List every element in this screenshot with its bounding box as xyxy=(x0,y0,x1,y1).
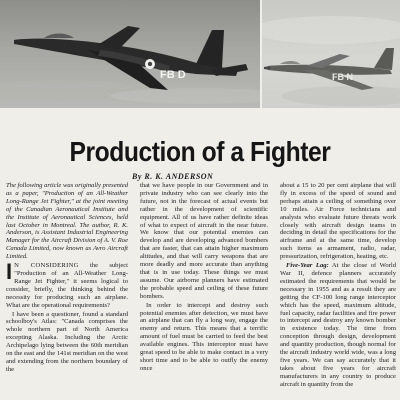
lead-caps: N CONSIDERING xyxy=(14,262,79,270)
text-column-2 xyxy=(140,182,268,374)
paragraph-five-year-lag xyxy=(280,262,396,389)
opening-paragraph-text: the subject "Production of an All-Weather Long-Range Jet Fighter," it seems logical to consider, briefly, the thinking behind the necessity for producing such an airplane. What are the operational requirements? xyxy=(6,262,128,309)
article-byline: By R. K. ANDERSON xyxy=(132,172,214,181)
jet-fighter-illustration-left xyxy=(0,0,260,108)
text-column-1 xyxy=(6,182,128,375)
fighter-jet-photo-left xyxy=(0,0,260,108)
paragraph-specifications: about a 15 to 20 per cent airplane that will fly in excess of the speed of sound and perhaps attain a ceiling of something over 10 miles. Air Force technicians and analysts who evaluate future threats work closely with aircraft design teams in deciding in detail the specifications for the airframe and at the same time, develop such items as armament, radio, radar, pressurization, refrigeration, heating, etc. xyxy=(280,182,396,261)
text-column-3 xyxy=(280,182,396,390)
aircraft-marking-left: FB D xyxy=(160,69,186,81)
opening-paragraph xyxy=(6,259,128,309)
paragraph-future-bombers: that we have people in our Government and in private industry who can see clearly into the future, not in the forecast of actual events but rather in the development of scientific equipment. All of us have rather definite ideas of what to expect of aircraft in the near future. We know that our potential enemies can develop and are developing advanced bombers that are faster, that can attain higher maximum altitudes, and that will carry weapons that are more deadly and more accurate than anything that is in use today. These things we must assume. Our airborne planners have estimated the probable speed and ceiling of these future bombers. xyxy=(140,182,268,300)
aircraft-marking-right: FB N xyxy=(332,72,353,82)
article-title: Production of a Fighter xyxy=(69,136,331,167)
article-intro: The following article was originally presented as a paper, "Production of an All-Weather Long-Range Jet Fighter," at the joint meeting of the Canadian Aeronautical Institute and the Institute of Aeronautical Sciences, held last October in Montreal. The author, R. K. Anderson, is Assistant Industrial Engineering Manager for the Aircraft Division of A. V. Roe Canada Limited, now known as Avro Aircraft Limited. xyxy=(6,182,128,261)
fighter-jet-photo-right xyxy=(262,0,400,108)
drop-cap: I xyxy=(6,259,13,285)
subhead-five-year-lag: Five-Year Lag: xyxy=(286,262,329,270)
paragraph-five-year-lag-text: At the close of World War II, defence planners accurately estimated the requirements that would be necessary in 1955 and as a result they are getting the CF-100 long range interceptor which has the speed, maximum altitude, fuel capacity, radar facilities and fire power to intercept and destroy any known bomber in existence today. The time from conception through design, development and quantity production, though normal for the aircraft industry world wide, was a long five years. We can say accurately that it takes about five years for aircraft manufacturers in any country to produce aircraft in quantity from the xyxy=(280,262,396,388)
paragraph-atlas: I have been a questioner, found a standard schoolboy's Atlas: "Canada comprises the whole northern part of North America excepting Alaska. Including the Arctic Archipelago lying between the 60th meridian on the east and the 141st meridian on the west and extending from the northern boundary of the xyxy=(6,310,128,373)
paragraph-intercept: In order to intercept and destroy such potential enemies after detection, we must have an airplane that can fly a long way, engage the enemy and return. This means that a terrific amount of fuel must be carried to feed the best available engines. This interceptor must have great speed to be able to make contact in a very short time and to be able to outfly the enemy once xyxy=(140,301,268,372)
jet-fighter-illustration-right xyxy=(262,0,400,108)
